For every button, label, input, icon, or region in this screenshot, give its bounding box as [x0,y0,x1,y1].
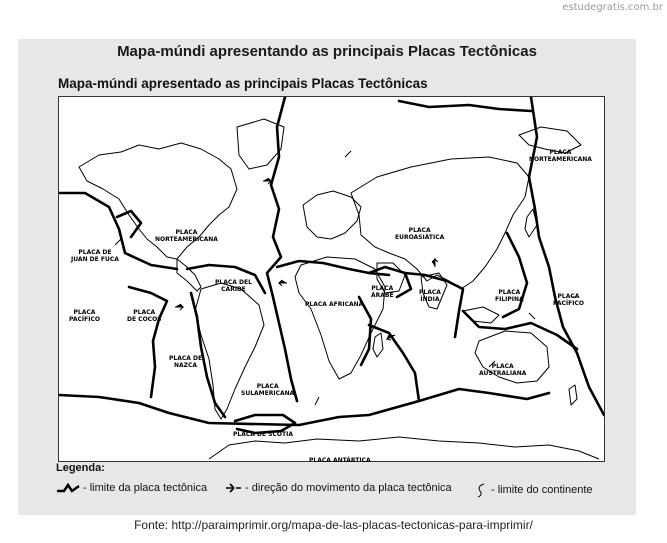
movement-arrow [345,151,351,157]
continent-madagascar [373,333,383,357]
panel-title: Mapa-múndi apresentando as principais Placas Tectônicas [117,43,537,60]
label-pacific-plate-east: PLACA PACÍFICO [553,293,584,307]
movement-arrow [315,397,319,405]
continent-antarctica [209,437,599,459]
legend-continent-boundary-label: - limite do continente [491,484,593,496]
boundary-aleutian [399,101,531,111]
movement-arrow [529,313,535,319]
map-subtitle: Mapa-múndi apresentado as principais Placas Tectônicas [58,76,428,91]
label-scotia-plate: PLACA DE SCOTIA [233,431,293,438]
map-panel [18,39,636,515]
label-caribbean-plate: PLACA DEL CARIBE [215,279,252,293]
label-indian-plate: PLACA ÍNDIA [419,289,441,303]
legend-movement-direction [224,482,452,494]
plate-boundary-symbol-icon [56,482,80,494]
label-philippine-plate: PLACA FILIPINA [495,289,524,303]
boundary-cocos-nazca [129,287,167,397]
watermark: estudegratis.com.br [562,2,663,13]
continent-central-america [177,259,201,291]
boundary-pacific-west [529,97,604,415]
legend-continent-boundary [474,482,593,498]
source-caption: Fonte: http://paraimprimir.org/mapa-de-las-placas-tectonicas-para-imprimir/ [134,518,533,532]
legend-plate-boundary [56,482,207,494]
label-south-american-plate: PLACA SULAMERICANA [241,383,295,397]
boundary-india [405,273,463,337]
label-north-american-plate: PLACA NORTEAMERICANA [529,149,592,163]
movement-arrow [175,304,183,310]
label-australian-plate: PLACA AUSTRALIANA [479,363,527,377]
boundary-southern [59,389,549,425]
boundary-philippine [503,233,527,317]
label-antarctic-plate: PLACA ANTÁRTICA [309,457,371,464]
continent-south-america [195,283,264,419]
label-north-american-plate-2: PLACA NORTEAMERICANA [155,229,218,243]
world-map [58,96,605,462]
movement-arrow [432,259,438,267]
movement-arrow-icon [224,482,242,494]
label-pacific-plate-west: PLACA PACÍFICO [69,309,100,323]
continent-new-zealand [569,385,577,405]
label-arabian-plate: PLACA ÁRABE [371,285,394,299]
label-cocos-plate: PLACA DE COCOS [127,309,162,323]
label-african-plate: PLACA AFRICANA [305,301,364,308]
map-drawing [59,97,604,461]
legend-plate-boundary-label: - limite da placa tectônica [83,482,208,494]
movement-arrow [263,178,271,184]
legend-movement-direction-label: - direção do movimento da placa tectônica [245,482,452,494]
continent-boundary-symbol-icon [474,482,488,498]
continent-europe [303,191,361,239]
label-juan-de-fuca-plate: PLACA DE JUAN DE FUCA [71,249,119,263]
label-nazca-plate: PLACA DE NAZCA [169,355,203,369]
label-eurasian-plate: PLACA EUROASIÁTICA [395,227,445,241]
movement-arrow [115,239,121,245]
movement-arrow [279,280,287,286]
legend-title: Legenda: [56,462,105,474]
